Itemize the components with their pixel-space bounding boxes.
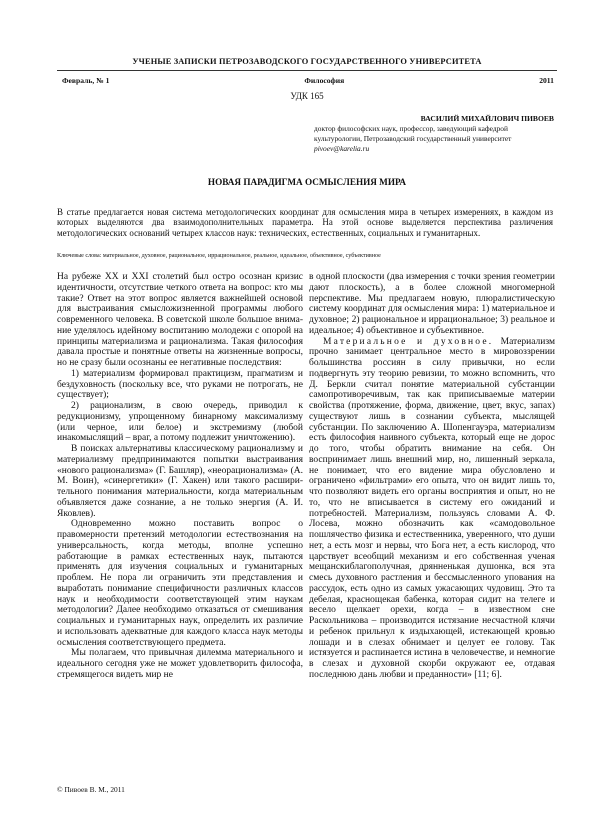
author-name: ВАСИЛИЙ МИХАЙЛОВИЧ ПИВОЕВ — [420, 114, 554, 123]
year-label: 2011 — [539, 76, 554, 85]
body-paragraph-text: Материализм прочно занимает центральное место в мировоззрении большинства россиян в силу привычки, но если подвергнуть эту теорию ревизии, то можно вспомнить, что Д. Беркли считал понятие материальной субстанции самопротиворечивым, так как приписываемые материи свойства (протяжение, форма, движение, цвет, вкус, запах) существуют лишь в сознании субъекта, мыслящей субстанции. По заключению А. Шопенгауэра, материализм есть философия наивного субъекта, который еще не дорос до того, чтобы обратить внимание на себя. Он воспринимает лишь внешний мир, но, лишенный зеркала, не понимает, что его видение мира обусловлено и ограничено «фильтрами» его опыта, что он видит лишь то, что позволяют видеть его органы восприятия и опыт, но не то, что не вписывается в систему его ожиданий и потребностей. Материализм, пользуясь словами А. Ф. Лосева, можно обозначить как «самодовольное пошлячество физика и естественника, уверенного, что души нет, а есть мозг и нервы, что Бога нет, а есть кислород, что царствует всеобщий механизм и его собственная ученая мещанскиблагополучная, дрянненькая душонка, вся эта смесь духовного растления и бессмысленного упования на рассудок, есть одно из самых ужасающих чудовищ. Это та дебелая, краснощекая бабенка, которая сидит на телеге и весело щелкает орехи, когда – в известном сне Раскольникова – производится истязание несчастной клячи и ребенок прильнул к издыхающей, истекающей кровью лошади и в слезах обнимает и целует ее голову. Так истязуется и распинается истина в человечестве, и немногие в слезах и духовной скорби окружают ее, отдавая последнюю дань любви и преданности» [11; 6]. — [309, 336, 556, 680]
body-paragraph: 1) материализм формировал практицизм, прагматизм и бездуховность (поскольку все, что руками не потрогать, не существует); — [57, 368, 303, 401]
body-paragraph — [309, 337, 555, 681]
body-paragraph: 2) рационализм, в свою очередь, приводил к редукционизму, упрощенному бинарному максимализму (или черное, или белое) и экстремизму (любой инакомыслящий – враг, а потому подлежит уничтожению). — [57, 401, 303, 444]
author-email-link[interactable]: pivoev@karelia.ru — [314, 144, 370, 153]
author-affiliation-line-2: культурологии, Петрозаводский государственный университет — [314, 134, 512, 143]
udk-code: УДК 165 — [290, 91, 324, 101]
article-title: НОВАЯ ПАРАДИГМА ОСМЫСЛЕНИЯ МИРА — [207, 177, 407, 187]
author-affiliation-line-1: доктор философских наук, профессор, заведующий кафедрой — [314, 124, 508, 133]
body-paragraph: в одной плоскости (два измерения с точки зрения геометрии дают плоскость), а в более сложной многомерной перспективе. Мы предлагаем новую, плюралистическую систему координат для осмысления мира: 1) материальное и духовное; 2) рациональное и иррациональное; 3) реальное и идеальное; 4) объективное и субъективное. — [309, 272, 555, 336]
body-paragraph: В поисках альтернативы классическому рационализму и материализму предпринимаются попытки выстраивания «нового рационализма» (Г. Башляр), «неорационализма» (А. М. Воин), «синергетики» (Г. Хакен) или такого расширительного понимания материальности, когда материальным объявляется даже сознание, а не только энергия (А. И. Яковлев). — [57, 444, 303, 519]
issue-meta-row — [62, 76, 554, 85]
article-abstract: В статье предлагается новая система методологических координат для осмысления мира в четырех измерениях, в каждом из которых выделяются два взаимодополнительных параметра. На этой основе выделяется перспектива различения методологических оснований четырех классов наук: технических, естественных, социальных и гуманитарных. — [57, 207, 553, 238]
header-rule — [57, 70, 557, 71]
body-left-column — [57, 272, 303, 681]
body-paragraph: Одновременно можно поставить вопрос о правомерности претензий методологии естествознания на универсальность, когда методы, вполне успешно работающие в рамках естественных наук, пытаются применять для изучения социальных и гуманитарных проблем. Не пора ли ограничить эти представления и выработать понимание специфичности различных классов наук и необходимости соответствующей этим наукам методологии? Далее необходимо отказаться от смешивания социальных и гуманитарных наук, определить их различие и использовать адекватные для каждого класса наук методы осмысления соответствующего предмета. — [57, 519, 303, 648]
issue-label: Февраль, № 1 — [62, 76, 110, 85]
journal-title: УЧЕНЫЕ ЗАПИСКИ ПЕТРОЗАВОДСКОГО ГОСУДАРСТВЕННОГО УНИВЕРСИТЕТА — [132, 57, 482, 66]
copyright-notice: © Пивоев В. М., 2011 — [57, 785, 125, 794]
body-right-column — [309, 272, 555, 681]
body-paragraph: На рубеже XX и XXI столетий был остро осознан кризис идентичности, отсутствие четкого ответа на вопрос: кто мы такие? Ответ на этот вопрос является важнейшей основой для выстраивания смысложизненной программы любого современного человека. В советской школе большое внимание уделялось идейному воспитанию молодежи с опорой на принципы материализма и рационализма. Такая философия давала простые и понятные ответы на жизненные вопросы, но не сразу были осознаны ее негативные последствия: — [57, 272, 303, 368]
section-label: Философия — [304, 76, 345, 85]
author-affiliation — [314, 124, 555, 154]
keywords: Ключевые слова: материальное, духовное, рациональное, иррациональное, реальное, идеальное, объективное, субъективное — [57, 253, 381, 259]
body-paragraph: Мы полагаем, что привычная дилемма материального и идеального сегодня уже не может удовлетворить философа, стремящегося видеть мир не — [57, 648, 303, 680]
section-heading-inline: Материальное и духовное. — [323, 336, 494, 347]
